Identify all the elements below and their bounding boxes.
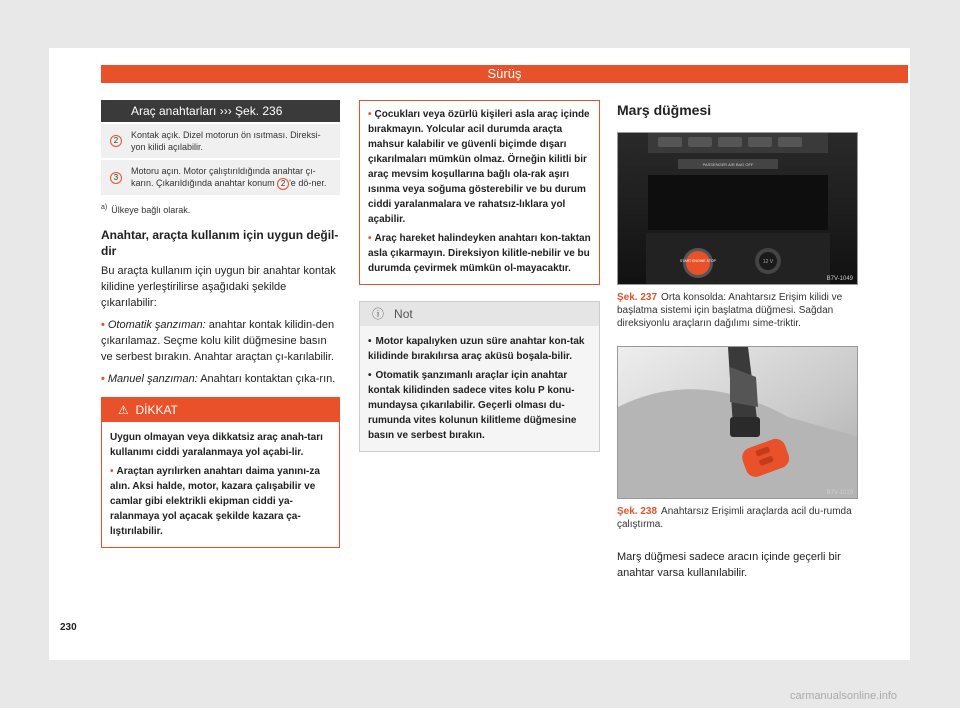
svg-text:PASSENGER AIR BAG OFF: PASSENGER AIR BAG OFF — [702, 162, 754, 167]
page-number: 230 — [60, 622, 77, 633]
note-header: ⓘ Not — [360, 302, 599, 326]
warning-triangle-icon: ⚠ — [118, 403, 129, 417]
note-item: • Otomatik şanzımanlı araçlar için anahtar kontak kilidinden sadece vites kolu P konu-mundaysa çıkarılabilir. Geçerli olması du-rumunda vites kolunun kilitleme düğmesine basın ve serbest bırakın. — [368, 370, 577, 441]
note-item: • Motor kapalıyken uzun süre anahtar kon-tak kilidinde bırakılırsa araç aküsü boşala-bilir. — [368, 336, 585, 362]
page-header: Sürüş — [101, 65, 908, 83]
warning-item: • Çocukları veya özürlü kişileri asla araç içinde bırakmayın. Yolcular acil durumda araçta mahsur kalabilir ve güvenli biçimde dışarı çıkarılmaları mümkün olmaz. Örneğin kilitli bir araç mevsim koşullarına bağlı ola-rak aşırı ısınma veya soğuma gösterebilir ve bu durum ciddi yaralanmalara ve rahatsız-lıklara yol açabilir. — [368, 109, 590, 225]
section-title: Marş düğmesi — [617, 102, 712, 118]
watermark: carmanualsonline.info — [790, 690, 898, 702]
warning-header: ⚠ DİKKAT — [102, 398, 339, 422]
section-body: Bu araçta kullanım için uygun bir anahtar kontak kilidine yerleştirilirse aşağıdaki şekilde çıkarılabilir: — [101, 265, 336, 309]
row-text: Motoru açın. Motor çalıştırıldığında anahtar çı-karın. Çıkarıldığında anahtar konum 2 'e dö-ner. — [131, 166, 327, 188]
warning-box — [101, 397, 340, 548]
row-text: Kontak açık. Dizel motorun ön ısıtması. Direksi-yon kilidi açılabilir. — [131, 130, 321, 152]
svg-text:12 V: 12 V — [762, 259, 774, 265]
table-row — [101, 160, 340, 195]
table-header: Araç anahtarları ››› Şek. 236 — [101, 100, 340, 122]
figure-start-button: PASSENGER AIR BAG OFF START ENGINE STOP 12 V B7V-1049 — [617, 132, 858, 285]
figure-emergency-start: B7V-1019 — [617, 346, 858, 499]
row-number: 3 — [110, 172, 122, 184]
table-row — [101, 124, 340, 158]
section-heading: Anahtar, araçta kullanım için uygun değil-dir — [101, 228, 339, 258]
figure-caption: Şek. 238 Anahtarsız Erişimli araçlarda acil du-rumda çalıştırma. — [617, 506, 852, 530]
warning-item: • Araçtan ayrılırken anahtarı daima yanını-za alın. Aksi halde, motor, kazara çalışabilir ve camlar gibi elektrikli ekipman ciddi ya-ralanmaya yol açacak şekilde kazara ça-lıştırılabilir. — [110, 466, 320, 537]
column-left — [101, 100, 340, 548]
column-right — [617, 100, 858, 581]
list-item: • Manuel şanzıman: Anahtarı kontaktan çıka-rın. — [101, 373, 336, 385]
column-middle — [359, 100, 600, 452]
row-number: 2 — [110, 135, 122, 147]
section-body: Marş düğmesi sadece aracın içinde geçerli bir anahtar varsa kullanılabilir. — [617, 551, 841, 579]
manual-page — [49, 48, 910, 660]
steering-column-photo — [618, 347, 858, 499]
footnote: $^{a)}$ Ülkeye bağlı olarak. — [101, 204, 191, 215]
figure-caption: Şek. 237 Orta konsolda: Anahtarsız Erişim kilidi ve başlatma sistemi için başlatma düğmesi. Sağdan direksiyonlu araçların dağılımı sime-triktir. — [617, 292, 843, 329]
console-photo — [618, 133, 858, 285]
list-item: • Otomatik şanzıman: anahtar kontak kilidin-den çıkarılamaz. Seçme kolu kilit düğmesine basın ve serbest bırakın. Anahtar araçtan çı-karılabilir. — [101, 319, 335, 363]
note-box — [359, 301, 600, 452]
start-stop-button — [686, 251, 710, 275]
position-ref: 2 — [277, 178, 289, 190]
warning-item: • Araç hareket halindeyken anahtarı kon-taktan asla çıkarmayın. Direksiyon kilitle-nebilir ve bu durumda çevirmek mümkün ol-mayacaktır. — [368, 233, 591, 274]
info-icon: ⓘ — [372, 307, 385, 321]
svg-text:START ENGINE STOP: START ENGINE STOP — [680, 259, 716, 263]
warning-box-continued — [359, 100, 600, 285]
warning-intro: Uygun olmayan veya dikkatsiz araç anah-tarı kullanımı ciddi yaralanmaya yol açabi-lir. — [110, 432, 323, 458]
